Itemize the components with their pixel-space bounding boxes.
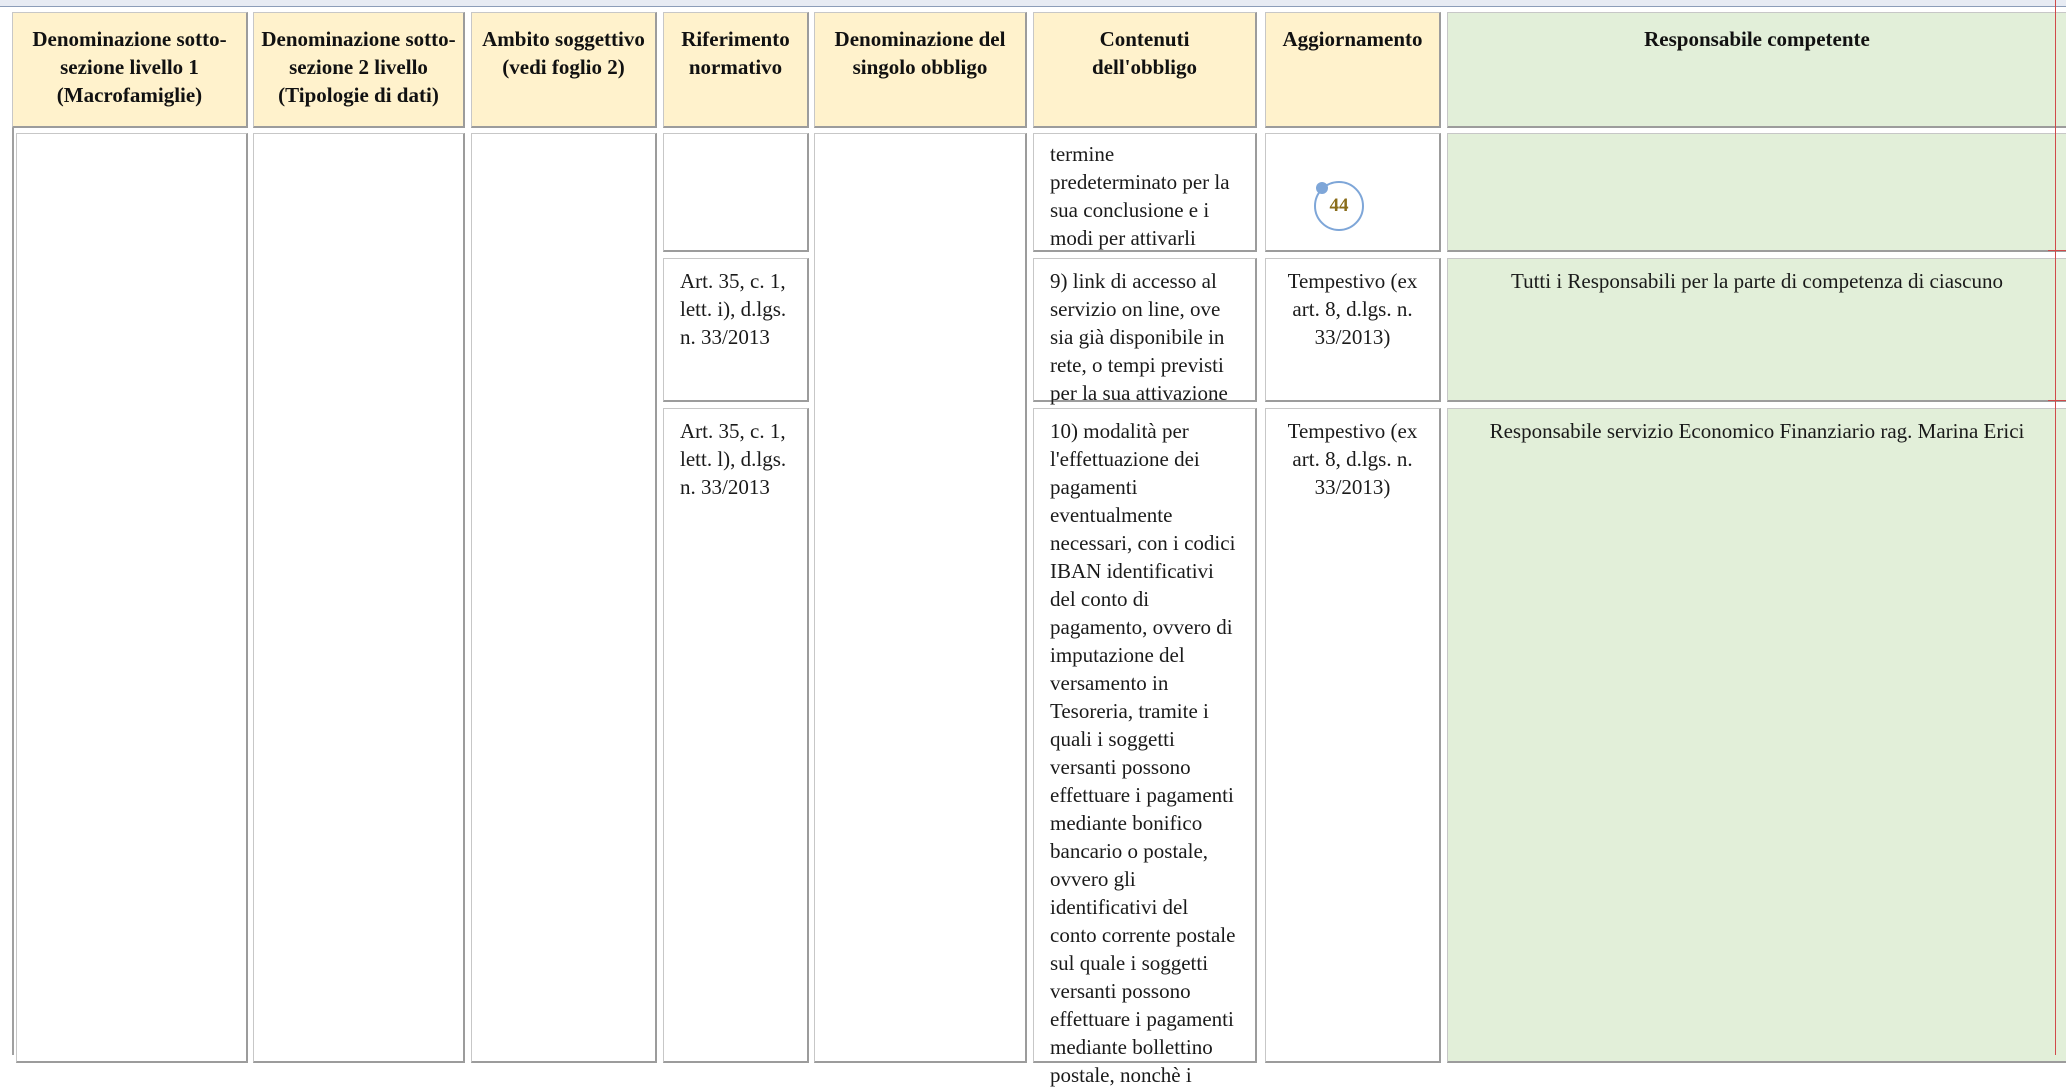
row3-aggiornamento: Tempestivo (ex art. 8, d.lgs. n. 33/2013)	[1265, 408, 1441, 1063]
row3-riferimento: Art. 35, c. 1, lett. l), d.lgs. n. 33/2013	[663, 408, 809, 1063]
row3-responsabile: Responsabile servizio Economico Finanziario rag. Marina Erici	[1447, 408, 2066, 1063]
header-ambito-soggettivo: Ambito soggettivo (vedi foglio 2)	[471, 12, 657, 128]
page-marker-handle-icon	[1316, 182, 1328, 194]
header-tipologie-dati: Denominazione sotto-sezione 2 livello (Tipologie di dati)	[253, 12, 465, 128]
row1-contenuti: termine predeterminato per la sua conclusione e i modi per attivarli	[1033, 133, 1257, 252]
left-table-rule	[12, 128, 14, 1055]
header-riferimento-normativo: Riferimento normativo	[663, 12, 809, 128]
top-ruler	[0, 0, 2066, 7]
row3-contenuti: 10) modalità per l'effettuazione dei pagamenti eventualmente necessari, con i codici IBAN identificativi del conto di pagamento, ovvero di imputazione del versamento in Tesoreria, tramite i quali i soggetti versanti possono effettuare i pagamenti mediante bonifico bancario o postale, ovvero gli identificativi del conto corrente postale sul quale i soggetti versanti possono effettuare i pagamenti mediante bollettino postale, nonchè i	[1033, 408, 1257, 1063]
header-contenuti-obbligo: Contenuti dell'obbligo	[1033, 12, 1257, 128]
header-aggiornamento: Aggiornamento	[1265, 12, 1441, 128]
row2-contenuti: 9) link di accesso al servizio on line, ove sia già disponibile in rete, o tempi previsti per la sua attivazione	[1033, 258, 1257, 402]
page-number-marker[interactable]: 44	[1314, 181, 1364, 231]
cell-macrofamiglie	[16, 133, 248, 1063]
margin-tick-mark	[2048, 250, 2066, 251]
header-responsabile-competente: Responsabile competente	[1447, 12, 2066, 128]
margin-tick-mark	[2048, 400, 2066, 401]
row2-riferimento: Art. 35, c. 1, lett. i), d.lgs. n. 33/2013	[663, 258, 809, 402]
row2-aggiornamento: Tempestivo (ex art. 8, d.lgs. n. 33/2013)	[1265, 258, 1441, 402]
right-margin-line	[2055, 0, 2056, 1055]
row1-riferimento	[663, 133, 809, 252]
cell-denominazione-obbligo	[814, 133, 1027, 1063]
header-macrofamiglie: Denominazione sotto-sezione livello 1 (Macrofamiglie)	[12, 12, 248, 128]
row2-responsabile: Tutti i Responsabili per la parte di competenza di ciascuno	[1447, 258, 2066, 402]
header-denominazione-obbligo: Denominazione del singolo obbligo	[814, 12, 1027, 128]
row1-responsabile	[1447, 133, 2066, 252]
cell-ambito-soggettivo	[471, 133, 657, 1063]
cell-tipologie-dati	[253, 133, 465, 1063]
